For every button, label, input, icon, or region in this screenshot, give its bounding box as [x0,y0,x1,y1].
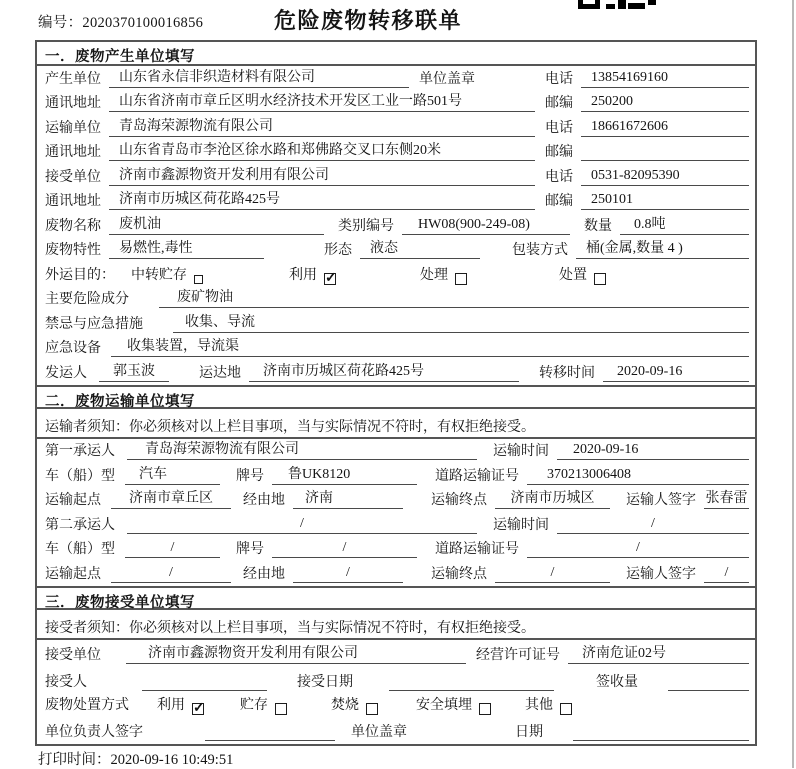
vehicle-label: 车（船）型 [45,542,115,557]
row-accept-unit [37,640,755,667]
carrier2-sign-value: / [704,564,749,583]
row-carrier1-route [37,488,755,513]
carrier1-time-value: 2020-09-16 [557,441,749,460]
traits-label: 废物特性 [45,243,101,258]
producer-address-value: 山东省济南市章丘区明水经济技术开发区工业一路501号 [109,93,535,112]
origin-label: 运输起点 [45,493,101,508]
disposal-option-landfill: 安全填埋 [416,697,472,713]
producer-value: 山东省永信非织造材料有限公司 [109,69,409,88]
carrier2-origin-value: / [111,564,231,583]
transport-time-label: 运输时间 [493,444,549,459]
transfer-time-value: 2020-09-16 [603,363,749,382]
permit-label: 经营许可证号 [476,647,560,663]
carrier2-via-value: / [293,564,403,583]
row-transporter-address [37,140,755,165]
transport-notice: 运输者须知：你必须核对以上栏目事项，当与实际情况不符时，有权拒绝接受。 [37,409,755,439]
category-label: 类别编号 [338,218,394,234]
document-header [0,0,796,40]
via-label: 经由地 [243,493,285,508]
transporter-address-value: 山东省青岛市李沧区徐水路和郑佛路交叉口东侧20米 [109,142,535,161]
checkbox-use [324,273,336,285]
row-equipment [37,336,755,361]
purpose-label: 外运目的： [45,267,115,283]
section3-header: 三．废物接受单位填写 [37,586,755,610]
taboo-value: 收集、导流 [173,314,749,333]
received-qty-label: 签收量 [596,674,638,690]
section-producer [37,42,755,385]
manager-sign-label: 单位负责人签字 [45,724,143,740]
carrier1-value: 青岛海荣源物流有限公司 [127,441,477,460]
carrier1-license-value: 370213006408 [527,466,749,485]
checkbox-disposal-landfill [479,703,491,715]
acceptor-label: 接受人 [45,674,87,690]
transporter-value: 青岛海荣源物流有限公司 [109,118,535,137]
shipper-label: 发运人 [45,365,87,381]
sign-label: 运输人签字 [626,493,696,508]
unit-seal-label: 单位盖章 [351,724,407,740]
disposal-option-storage: 贮存 [240,697,268,713]
accept-date-value [389,689,554,691]
checkbox-dispose [594,273,606,285]
carrier1-vehicle-value: 汽车 [125,466,220,485]
permit-value: 济南危证02号 [568,645,749,664]
via-label: 经由地 [243,566,285,582]
section-receiver [37,586,755,744]
row-purpose [37,262,755,287]
row-carrier2-vehicle [37,537,755,562]
plate-label: 牌号 [236,542,264,557]
waste-name-label: 废物名称 [45,218,101,234]
checkbox-treat [455,273,467,285]
form-label: 形态 [324,243,352,258]
acceptor-value [142,689,267,691]
traits-value: 易燃性,毒性 [109,240,264,259]
carrier2-plate-value: / [272,539,417,558]
carrier2-label: 第二承运人 [45,517,115,533]
manifest-form [35,40,757,746]
hazard-value: 废矿物油 [159,289,749,308]
row-producer-address [37,91,755,116]
row-transporter [37,115,755,140]
purpose-option-transfer: 中转贮存 [131,267,187,283]
row-waste-name [37,213,755,238]
sign-label: 运输人签字 [626,566,696,582]
shipper-value: 郭玉波 [99,363,169,382]
row-manager-sign [37,717,755,744]
row-carrier2 [37,512,755,537]
received-qty-value [668,689,749,691]
receiver-zip-value: 250101 [581,191,749,210]
carrier2-value: / [127,515,477,534]
disposal-option-incinerate: 焚烧 [331,697,359,713]
section2-header: 二．废物运输单位填写 [37,385,755,409]
zip-label: 邮编 [545,145,573,160]
serial-label: 编号： [38,15,83,31]
checkbox-disposal-use [192,703,204,715]
receiver-label: 接受单位 [45,169,101,185]
row-producer [37,66,755,91]
row-taboo [37,311,755,336]
checkbox-disposal-incinerate [366,703,378,715]
row-receiver-address [37,189,755,214]
print-time-value: 2020-09-16 10:49:51 [110,752,234,768]
row-receiver [37,164,755,189]
section1-header: 一．废物产生单位填写 [37,42,755,66]
packaging-value: 桶(金属,数量 4 ) [576,240,749,259]
receiver-address-value: 济南市历城区荷花路425号 [109,191,535,210]
purpose-option-treat: 处理 [420,267,448,283]
packaging-label: 包装方式 [512,243,568,258]
address-label: 通讯地址 [45,145,101,160]
seal-label: 单位盖章 [419,71,475,87]
phone-label: 电话 [545,169,573,185]
receiver-value: 济南市鑫源物资开发利用有限公司 [109,167,535,186]
address-label: 通讯地址 [45,194,101,209]
zip-label: 邮编 [545,96,573,111]
producer-phone-value: 13854169160 [581,69,749,88]
row-carrier2-route [37,561,755,586]
checkbox-disposal-storage [275,703,287,715]
row-carrier1 [37,439,755,464]
qr-code-fragment [578,0,656,10]
carrier1-label: 第一承运人 [45,444,115,459]
carrier2-license-value: / [527,539,749,558]
road-license-label: 道路运输证号 [435,542,519,557]
purpose-option-use: 利用 [289,267,317,283]
phone-label: 电话 [545,120,573,136]
print-time-label: 打印时间： [38,752,111,768]
zip-label: 邮编 [545,194,573,209]
carrier1-sign-value: 张春雷 [704,490,749,509]
origin-label: 运输起点 [45,566,101,582]
carrier1-end-value: 济南市历城区 [495,490,610,509]
accept-unit-value: 济南市鑫源物资开发利用有限公司 [126,645,466,664]
hazard-label: 主要危险成分 [45,292,129,307]
disposal-option-use: 利用 [157,697,185,713]
producer-label: 产生单位 [45,71,101,87]
transfer-time-label: 转移时间 [539,365,595,381]
page-title: 危险废物转移联单 [273,8,462,33]
address-label: 通讯地址 [45,96,101,111]
row-disposal [37,694,755,717]
disposal-option-other: 其他 [525,697,553,713]
road-license-label: 道路运输证号 [435,468,519,484]
checkbox-disposal-other [560,703,572,715]
row-shipper [37,360,755,385]
destination-value: 济南市历城区荷花路425号 [249,363,519,382]
carrier1-plate-value: 鲁UK8120 [272,466,417,485]
transport-time-label: 运输时间 [493,517,549,533]
quantity-value: 0.8吨 [620,216,749,235]
manager-sign-value [205,739,335,741]
row-carrier1-vehicle [37,463,755,488]
row-waste-traits [37,238,755,263]
quantity-label: 数量 [584,218,612,234]
producer-zip-value: 250200 [581,93,749,112]
row-acceptor [37,667,755,694]
date-value [573,739,749,741]
phone-label: 电话 [545,71,573,87]
taboo-label: 禁忌与应急措施 [45,316,143,332]
equipment-label: 应急设备 [45,341,101,356]
end-label: 运输终点 [431,566,487,582]
waste-name-value: 废机油 [109,216,324,235]
transporter-phone-value: 18661672606 [581,118,749,137]
checkbox-transfer-storage [194,275,203,284]
category-code-value: HW08(900-249-08) [402,216,570,235]
page-right-edge [792,0,794,768]
transporter-label: 运输单位 [45,120,101,136]
receiver-notice: 接受者须知：你必须核对以上栏目事项，当与实际情况不符时，有权拒绝接受。 [37,610,755,640]
print-time-line [38,748,233,769]
carrier2-end-value: / [495,564,610,583]
vehicle-label: 车（船）型 [45,468,115,484]
accept-unit-label: 接受单位 [45,647,101,663]
purpose-option-dispose: 处置 [559,267,587,283]
section-transport [37,385,755,586]
accept-date-label: 接受日期 [297,674,353,690]
destination-label: 运达地 [199,365,241,381]
carrier1-via-value: 济南 [293,490,403,509]
equipment-value: 收集装置，导流渠 [111,338,749,357]
carrier2-time-value: / [557,515,749,534]
plate-label: 牌号 [236,468,264,484]
receiver-phone-value: 0531-82095390 [581,167,749,186]
end-label: 运输终点 [431,493,487,508]
transporter-zip-value [581,159,749,161]
carrier1-origin-value: 济南市章丘区 [111,490,231,509]
row-hazard [37,287,755,312]
disposal-label: 废物处置方式 [45,697,129,713]
carrier2-vehicle-value: / [125,539,220,558]
form-value: 液态 [360,240,480,259]
serial-number: 2020370100016856 [82,15,204,31]
date-label: 日期 [515,724,543,740]
